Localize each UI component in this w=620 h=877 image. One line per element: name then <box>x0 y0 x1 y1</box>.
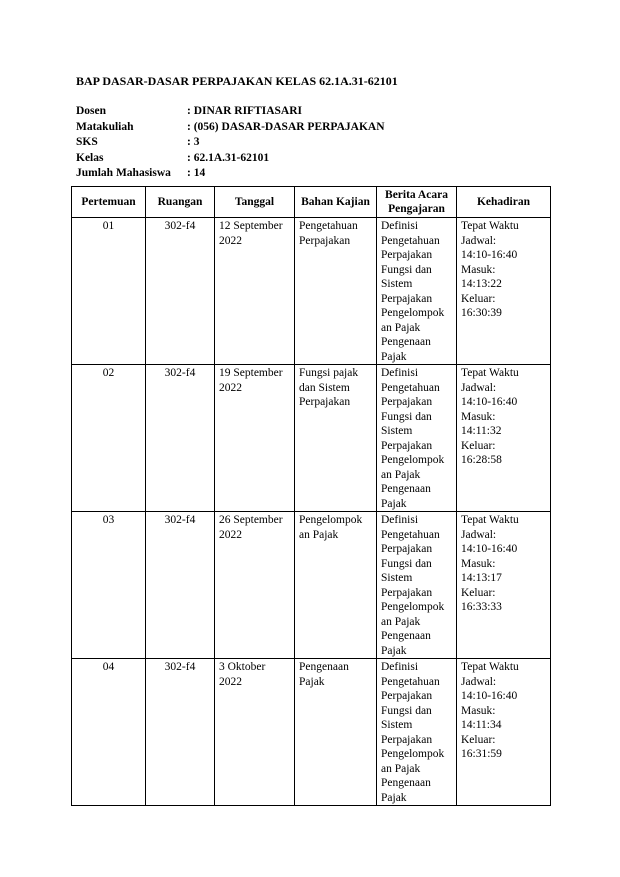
info-label: Jumlah Mahasiswa <box>76 167 171 179</box>
cell-berita-acara-line: Pengetahuan <box>381 528 440 541</box>
cell-bahan-kajian-line: Pengetahuan <box>299 220 358 232</box>
cell-pertemuan: 03 <box>72 512 146 659</box>
cell-tanggal <box>215 512 295 659</box>
cell-berita-acara <box>377 512 457 659</box>
cell-tanggal-line: 2022 <box>219 234 242 247</box>
cell-ruangan: 302-f4 <box>146 218 215 365</box>
cell-berita-acara-line: Sistem <box>381 278 413 290</box>
info-label: Matakuliah <box>76 120 134 133</box>
cell-kehadiran-line: Tepat Waktu <box>461 514 519 526</box>
cell-kehadiran-line: Keluar: <box>461 733 496 746</box>
cell-tanggal <box>215 218 295 365</box>
cell-kehadiran <box>457 512 551 659</box>
cell-tanggal-line: 19 September <box>219 367 283 379</box>
table-row <box>72 218 551 365</box>
cell-berita-acara-line: Pengetahuan <box>381 234 440 247</box>
info-label: SKS <box>76 136 98 148</box>
info-value: : 14 <box>187 167 206 179</box>
cell-kehadiran-line: 16:33:33 <box>461 601 502 613</box>
cell-berita-acara-line: Perpajakan <box>381 396 433 408</box>
cell-kehadiran-line: 14:13:17 <box>461 572 502 584</box>
cell-berita-acara-line: Perpajakan <box>381 586 433 599</box>
cell-berita-acara-line: Sistem <box>381 572 413 584</box>
cell-berita-acara <box>377 218 457 365</box>
cell-ruangan: 302-f4 <box>146 512 215 659</box>
cell-tanggal <box>215 659 295 806</box>
cell-berita-acara-line: Pengelompok <box>381 748 445 760</box>
cell-berita-acara-line: an Pajak <box>381 762 421 775</box>
cell-kehadiran <box>457 659 551 806</box>
course-info <box>76 104 385 182</box>
cell-kehadiran-line: Masuk: <box>461 704 496 717</box>
cell-berita-acara-line: Perpajakan <box>381 690 433 702</box>
cell-bahan-kajian-line: Perpajakan <box>299 234 351 247</box>
cell-pertemuan: 01 <box>72 218 146 365</box>
column-header: Pertemuan <box>72 187 146 218</box>
cell-pertemuan: 02 <box>72 365 146 512</box>
info-value: : (056) DASAR-DASAR PERPAJAKAN <box>187 120 385 133</box>
cell-kehadiran-line: 14:10-16:40 <box>461 690 518 702</box>
cell-berita-acara-line: Perpajakan <box>381 439 433 452</box>
cell-bahan-kajian <box>295 218 377 365</box>
cell-tanggal-line: 12 September <box>219 220 283 232</box>
cell-berita-acara-line: Perpajakan <box>381 249 433 261</box>
cell-kehadiran-line: Jadwal: <box>461 381 497 394</box>
cell-tanggal-line: 2022 <box>219 528 242 541</box>
document-title: BAP DASAR-DASAR PERPAJAKAN KELAS 62.1A.31-62101 <box>76 74 398 88</box>
cell-berita-acara <box>377 365 457 512</box>
cell-berita-acara-line: Definisi <box>381 367 419 379</box>
cell-kehadiran-line: Jadwal: <box>461 528 497 541</box>
column-header: Kehadiran <box>457 187 551 218</box>
info-label: Dosen <box>76 105 107 117</box>
cell-kehadiran-line: 14:10-16:40 <box>461 249 518 261</box>
cell-berita-acara-line: Fungsi dan <box>381 263 432 276</box>
cell-berita-acara-line: an Pajak <box>381 615 421 628</box>
cell-tanggal-line: 2022 <box>219 675 242 688</box>
cell-kehadiran-line: Jadwal: <box>461 675 497 688</box>
cell-kehadiran-line: Keluar: <box>461 586 496 599</box>
cell-bahan-kajian-line: Pengenaan <box>299 661 349 673</box>
cell-berita-acara-line: Pajak <box>381 791 407 804</box>
cell-berita-acara-line: Pengelompok <box>381 454 445 466</box>
cell-kehadiran-line: Tepat Waktu <box>461 367 519 379</box>
column-header: Ruangan <box>146 187 215 218</box>
cell-tanggal-line: 26 September <box>219 514 283 526</box>
cell-berita-acara-line: Sistem <box>381 719 413 731</box>
table-row <box>72 365 551 512</box>
info-row-dosen <box>76 104 385 120</box>
cell-berita-acara-line: an Pajak <box>381 321 421 334</box>
cell-berita-acara-line: Pengenaan <box>381 777 431 789</box>
table-header-row <box>72 187 551 218</box>
attendance-table <box>71 186 551 806</box>
cell-kehadiran-line: Tepat Waktu <box>461 661 519 673</box>
info-value: : DINAR RIFTIASARI <box>187 105 303 117</box>
cell-berita-acara-line: Fungsi dan <box>381 704 432 717</box>
cell-berita-acara-line: Fungsi dan <box>381 557 432 570</box>
cell-berita-acara-line: Pengelompok <box>381 307 445 319</box>
cell-kehadiran-line: 14:11:32 <box>461 425 502 437</box>
info-value: : 62.1A.31-62101 <box>187 151 270 164</box>
column-header: Berita Acara Pengajaran <box>377 187 457 218</box>
cell-berita-acara-line: Sistem <box>381 425 413 437</box>
cell-berita-acara-line: Perpajakan <box>381 292 433 305</box>
table-row <box>72 659 551 806</box>
cell-kehadiran <box>457 218 551 365</box>
cell-kehadiran-line: 14:10-16:40 <box>461 396 518 408</box>
column-header: Tanggal <box>215 187 295 218</box>
cell-berita-acara-line: Fungsi dan <box>381 410 432 423</box>
cell-berita-acara <box>377 659 457 806</box>
cell-kehadiran-line: Masuk: <box>461 410 496 423</box>
cell-bahan-kajian-line: an Pajak <box>299 528 339 541</box>
cell-berita-acara-line: Pengenaan <box>381 336 431 348</box>
cell-kehadiran-line: Masuk: <box>461 263 496 276</box>
cell-ruangan: 302-f4 <box>146 365 215 512</box>
cell-bahan-kajian-line: dan Sistem <box>299 381 350 394</box>
cell-bahan-kajian-line: Pengelompok <box>299 514 363 526</box>
info-label: Kelas <box>76 151 104 164</box>
cell-tanggal-line: 2022 <box>219 381 242 394</box>
info-row-kelas <box>76 151 385 167</box>
cell-berita-acara-line: Pengenaan <box>381 483 431 495</box>
table-row <box>72 512 551 659</box>
cell-kehadiran <box>457 365 551 512</box>
column-header: Bahan Kajian <box>295 187 377 218</box>
cell-berita-acara-line: Pajak <box>381 644 407 657</box>
cell-bahan-kajian <box>295 659 377 806</box>
cell-kehadiran-line: 14:13:22 <box>461 278 502 290</box>
cell-pertemuan: 04 <box>72 659 146 806</box>
cell-berita-acara-line: Definisi <box>381 220 419 232</box>
table-body <box>72 218 551 806</box>
cell-kehadiran-line: Jadwal: <box>461 234 497 247</box>
cell-tanggal <box>215 365 295 512</box>
cell-kehadiran-line: 16:30:39 <box>461 307 502 319</box>
cell-kehadiran-line: Masuk: <box>461 557 496 570</box>
cell-berita-acara-line: Pajak <box>381 497 407 510</box>
cell-ruangan: 302-f4 <box>146 659 215 806</box>
cell-kehadiran-line: Tepat Waktu <box>461 220 519 232</box>
cell-kehadiran-line: Keluar: <box>461 292 496 305</box>
cell-kehadiran-line: 14:10-16:40 <box>461 543 518 555</box>
cell-bahan-kajian-line: Fungsi pajak <box>299 367 359 379</box>
cell-berita-acara-line: Pajak <box>381 350 407 363</box>
cell-berita-acara-line: Perpajakan <box>381 543 433 555</box>
cell-kehadiran-line: 16:31:59 <box>461 748 502 760</box>
cell-berita-acara-line: Definisi <box>381 514 419 526</box>
info-row-matakuliah <box>76 120 385 136</box>
cell-kehadiran-line: 14:11:34 <box>461 719 502 731</box>
cell-berita-acara-line: Pengetahuan <box>381 675 440 688</box>
cell-kehadiran-line: Keluar: <box>461 439 496 452</box>
cell-tanggal-line: 3 Oktober <box>219 661 266 673</box>
info-row-jumlah-mahasiswa <box>76 166 385 182</box>
cell-berita-acara-line: Perpajakan <box>381 733 433 746</box>
cell-bahan-kajian-line: Pajak <box>299 675 325 688</box>
cell-bahan-kajian <box>295 512 377 659</box>
cell-kehadiran-line: 16:28:58 <box>461 454 502 466</box>
cell-bahan-kajian <box>295 365 377 512</box>
cell-berita-acara-line: Pengelompok <box>381 601 445 613</box>
info-value: : 3 <box>187 136 200 148</box>
cell-berita-acara-line: Pengenaan <box>381 630 431 642</box>
cell-berita-acara-line: Definisi <box>381 661 419 673</box>
cell-berita-acara-line: Pengetahuan <box>381 381 440 394</box>
info-row-sks <box>76 135 385 151</box>
cell-berita-acara-line: an Pajak <box>381 468 421 481</box>
cell-bahan-kajian-line: Perpajakan <box>299 396 351 408</box>
